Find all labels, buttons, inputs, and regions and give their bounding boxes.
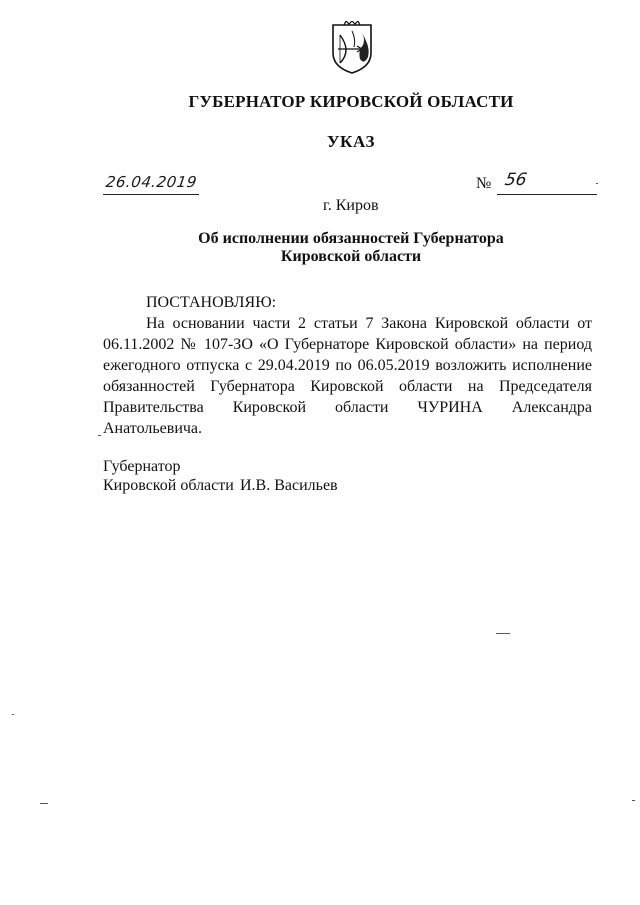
signatory-title-line-2: Кировской области — [103, 477, 234, 494]
subject-line-2: Кировской области — [280, 248, 422, 265]
authority-title: ГУБЕРНАТОР КИРОВСКОЙ ОБЛАСТИ — [188, 92, 514, 111]
coat-of-arms-icon — [330, 21, 374, 75]
subject-line-1: Об исполнении обязанностей Губернатора — [198, 230, 504, 247]
document-subject — [0, 230, 640, 266]
scan-speck — [40, 803, 48, 804]
number-label: № — [476, 175, 492, 192]
document-date: 26.04.2019 — [104, 173, 199, 191]
scan-speck — [12, 714, 14, 715]
city-name: г. Киров — [323, 197, 379, 214]
document-type: УКАЗ — [326, 132, 376, 151]
scan-speck — [596, 183, 598, 184]
scan-speck — [98, 435, 101, 436]
decree-word: ПОСТАНОВЛЯЮ: — [146, 294, 277, 311]
document-number: 56 — [503, 170, 529, 190]
scan-speck — [496, 633, 510, 634]
signatory-name: И.В. Васильев — [240, 477, 338, 494]
decree-paragraph: На основании части 2 статьи 7 Закона Кировской области от 06.11.2002 № 107-ЗО «О Губернаторе Кировской области» на период ежегодного отпуска с 29.04.2019 по 06.05.2019 возложить исполнение обязанностей Губернатора Кировской области на Председателя Правительства Кировской области ЧУРИНА Александра Анатольевича. — [103, 315, 592, 437]
signatory-title-line-1: Губернатор — [103, 458, 181, 475]
scan-speck — [632, 800, 635, 801]
